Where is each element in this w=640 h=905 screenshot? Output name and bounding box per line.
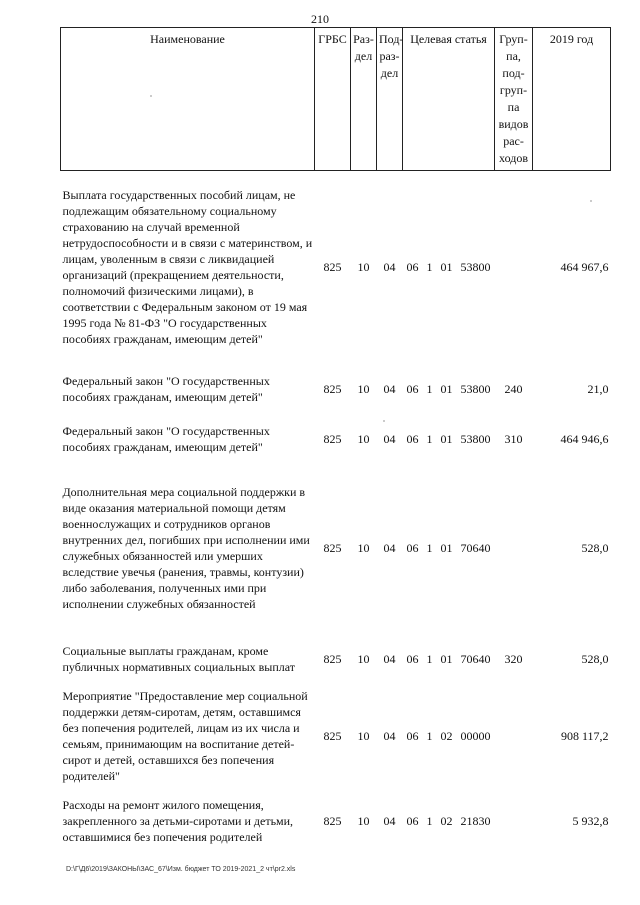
row-target-direction: 53800: [460, 381, 491, 396]
row-razdel: 10: [357, 813, 370, 828]
row-target-subprogram: 1: [426, 728, 433, 743]
table-row: [61, 786, 611, 856]
row-target-direction: 53800: [460, 431, 491, 446]
row-grbs: 825: [323, 728, 342, 743]
row-name: Расходы на ремонт жилого помещения, закрепленного за детьми-сиротами и детьми, оставшимися без попечения родителей: [62, 797, 294, 844]
file-path-footer: D:\Г\Д6\2019\ЗАКОНЫ\ЗАС_67\Изм. бюджет ТО 2019-2021_2 чт\pr2.xls: [66, 866, 296, 873]
row-target-program: 06: [406, 728, 419, 743]
row-target-program: 06: [406, 540, 419, 555]
row-target-subprogram: 1: [426, 540, 433, 555]
row-podrazdel: 04: [383, 260, 396, 275]
header-group: Груп- па, под- груп- па видов рас- ходов: [495, 28, 533, 171]
row-expense-type: 320: [504, 651, 523, 666]
row-target-event: 01: [440, 431, 453, 446]
row-podrazdel: 04: [383, 431, 396, 446]
row-podrazdel: 04: [383, 381, 396, 396]
row-name: Дополнительная мера социальной поддержки в виде оказания материальной помощи детям военнослужащих и сотрудников органов внутренних дел, погибших при исполнении ими служебных обязанностей или умерших вследствие увечья (ранения, травмы, контузии) либо заболевания, полученных ими при исполнении служебных обязанностей: [62, 484, 310, 611]
page-number: 210: [311, 12, 329, 26]
row-expense-type: [495, 464, 533, 632]
table-row: [61, 686, 611, 786]
row-expense-type: [495, 686, 533, 786]
row-razdel: 10: [357, 728, 370, 743]
row-target-event: 02: [440, 728, 453, 743]
row-name: Социальные выплаты гражданам, кроме публичных нормативных социальных выплат: [62, 643, 296, 674]
row-target-direction: 00000: [460, 728, 491, 743]
row-razdel: 10: [357, 381, 370, 396]
scan-speck: [590, 200, 592, 202]
table-row: [61, 171, 611, 364]
header-grbs: ГРБС: [315, 28, 351, 171]
header-year: 2019 год: [533, 28, 611, 171]
row-target-subprogram: 1: [426, 381, 433, 396]
row-amount: 5 932,8: [572, 813, 609, 828]
row-razdel: 10: [357, 540, 370, 555]
row-name: Выплата государственных пособий лицам, не подлежащим обязательному социальному страхованию на случай временной нетрудоспособности и в связи с материнством, и лицам, уволенным в связи с ликвидацией организаций (прекращением деятельности, полномочий физическими лицами), в соответствии с Федеральным законом от 19 мая 1995 года № 81-ФЗ "О государственных пособиях гражданам, имеющим детей": [62, 188, 313, 347]
row-target-direction: 70640: [460, 540, 491, 555]
row-grbs: 825: [323, 260, 342, 275]
header-name: Наименование: [61, 28, 315, 171]
row-target-program: 06: [406, 813, 419, 828]
row-expense-type: [495, 171, 533, 364]
row-target-program: 06: [406, 651, 419, 666]
table-row: [61, 632, 611, 686]
row-target-subprogram: 1: [426, 260, 433, 275]
row-amount: 528,0: [581, 540, 609, 555]
row-grbs: 825: [323, 813, 342, 828]
row-razdel: 10: [357, 260, 370, 275]
table-row: [61, 414, 611, 464]
row-razdel: 10: [357, 651, 370, 666]
scan-speck: [383, 420, 385, 422]
row-amount: 908 117,2: [560, 728, 609, 743]
row-amount: 464 967,6: [560, 260, 609, 275]
header-target: Целевая статья: [403, 28, 495, 171]
row-name: Федеральный закон "О государственных пособиях гражданам, имеющим детей": [62, 423, 270, 454]
row-podrazdel: 04: [383, 540, 396, 555]
row-target-program: 06: [406, 381, 419, 396]
row-amount: 21,0: [587, 381, 609, 396]
row-name: Федеральный закон "О государственных пособиях гражданам, имеющим детей": [62, 373, 270, 404]
table-header-row: [61, 28, 611, 171]
row-expense-type: 310: [504, 431, 523, 446]
row-target-event: 01: [440, 260, 453, 275]
row-grbs: 825: [323, 651, 342, 666]
row-target-direction: 21830: [460, 813, 491, 828]
row-razdel: 10: [357, 431, 370, 446]
row-grbs: 825: [323, 381, 342, 396]
row-name: Мероприятие "Предоставление мер социальной поддержки детям-сиротам, детям, оставшимся без попечения родителей, лицам из их числа и семьям, принимающим на воспитание детей-сирот и детей, оставшихся без попечения родителей": [62, 688, 308, 783]
row-target-direction: 53800: [460, 260, 491, 275]
row-amount: 528,0: [581, 651, 609, 666]
row-target-program: 06: [406, 431, 419, 446]
row-target-subprogram: 1: [426, 813, 433, 828]
scan-speck: [150, 95, 152, 97]
row-target-event: 02: [440, 813, 453, 828]
row-target-event: 01: [440, 540, 453, 555]
row-expense-type: 240: [504, 381, 523, 396]
header-podrazdel: Под- раз- дел: [377, 28, 403, 171]
row-target-program: 06: [406, 260, 419, 275]
row-target-event: 01: [440, 651, 453, 666]
table-row: [61, 464, 611, 632]
row-amount: 464 946,6: [560, 431, 609, 446]
header-razdel: Раз- дел: [351, 28, 377, 171]
row-expense-type: [495, 786, 533, 856]
row-target-subprogram: 1: [426, 651, 433, 666]
table-row: [61, 364, 611, 414]
row-grbs: 825: [323, 431, 342, 446]
row-podrazdel: 04: [383, 813, 396, 828]
row-target-subprogram: 1: [426, 431, 433, 446]
row-target-direction: 70640: [460, 651, 491, 666]
row-grbs: 825: [323, 540, 342, 555]
row-podrazdel: 04: [383, 651, 396, 666]
budget-table: [60, 27, 611, 856]
row-target-event: 01: [440, 381, 453, 396]
row-podrazdel: 04: [383, 728, 396, 743]
